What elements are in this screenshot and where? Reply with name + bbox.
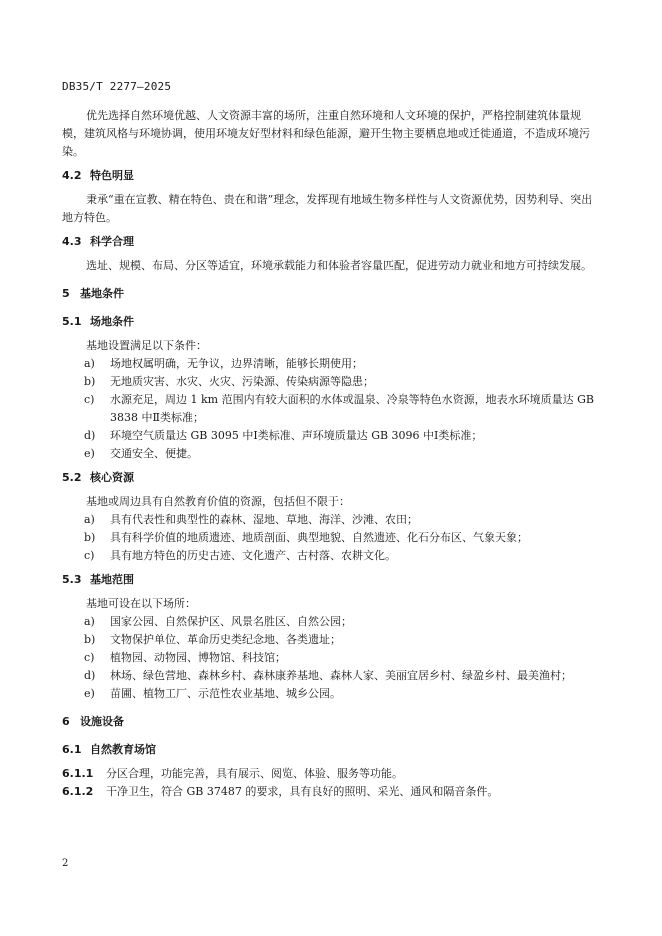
list-item-label: c): [84, 393, 95, 406]
heading-6-1: [62, 741, 602, 759]
paragraph-4-2: 秉承“重在宣教、精在特色、贵在和谐”理念，发挥现有地域生物多样性与人文资源优势，因势利导、突出地方特色。: [62, 193, 593, 224]
list-intro-5-2: 基地或周边具有自然教育价值的资源，包括但不限于：: [86, 495, 350, 508]
list-item-label: e): [84, 687, 95, 700]
list-item: [62, 511, 602, 529]
heading-title: 核心资源: [90, 471, 134, 484]
heading-6: [62, 713, 602, 731]
list-item: [62, 355, 602, 373]
heading-number: 6: [62, 715, 70, 728]
list-item-text: 场地权属明确，无争议，边界清晰，能够长期使用；: [110, 357, 363, 370]
heading-number: 5: [62, 287, 70, 300]
list-item-text: 林场、绿色营地、森林乡村、森林康养基地、森林人家、美丽宜居乡村、绿盈乡村、最美渔村；: [110, 669, 572, 682]
heading-title: 设施设备: [80, 715, 124, 728]
heading-title: 基地条件: [80, 287, 124, 300]
list-item: [62, 613, 602, 631]
list-item: [62, 445, 602, 463]
heading-title: 自然教育场馆: [90, 743, 156, 756]
list-item-text: 交通安全、便捷。: [110, 447, 198, 460]
page-content: [62, 107, 602, 801]
list-item-text: 国家公园、自然保护区、风景名胜区、自然公园；: [110, 615, 352, 628]
list-item-text: 具有科学价值的地质遗迹、地质剖面、典型地貌、自然遗迹、化石分布区、气象天象；: [110, 531, 528, 544]
list-item-label: c): [84, 549, 95, 562]
standard-code-header: DB35/T 2277—2025: [62, 80, 172, 93]
clause-6-1-2: [62, 783, 602, 801]
heading-title: 特色明显: [90, 169, 134, 182]
list-item-text: 无地质灾害、水灾、火灾、污染源、传染病源等隐患；: [110, 375, 374, 388]
list-item-text: 水源充足，周边 1 km 范围内有较大面积的水体或温泉、冷泉等特色水资源，地表水环境质量达 GB 3838 中Ⅱ类标准；: [110, 393, 594, 424]
heading-number: 5.3: [62, 573, 82, 586]
list-item-label: b): [84, 531, 96, 544]
heading-number: 4.3: [62, 235, 82, 248]
heading-title: 科学合理: [90, 235, 134, 248]
heading-number: 6.1: [62, 743, 82, 756]
list-item: [62, 649, 602, 667]
list-item-text: 植物园、动物园、博物馆、科技馆；: [110, 651, 286, 664]
list-intro-5-1: 基地设置满足以下条件：: [86, 339, 207, 352]
list-intro-5-3: 基地可设在以下场所：: [86, 597, 196, 610]
list-item: [62, 667, 602, 685]
list-item: [62, 391, 602, 427]
list-item-text: 苗圃、植物工厂、示范性农业基地、城乡公园。: [110, 687, 341, 700]
heading-number: 4.2: [62, 169, 82, 182]
heading-5-2: [62, 469, 602, 487]
list-item-label: b): [84, 375, 96, 388]
list-item-label: d): [84, 669, 96, 682]
heading-number: 5.1: [62, 315, 82, 328]
list-item: [62, 373, 602, 391]
clause-number: 6.1.1: [62, 767, 94, 780]
list-item-label: a): [84, 615, 95, 628]
list-item-label: a): [84, 513, 95, 526]
list-item-label: b): [84, 633, 96, 646]
list-item-text: 具有地方特色的历史古迹、文化遗产、古村落、农耕文化。: [110, 549, 396, 562]
list-item-text: 环境空气质量达 GB 3095 中Ⅰ类标准、声环境质量达 GB 3096 中Ⅰ类标准；: [110, 429, 483, 442]
heading-4-3: [62, 233, 602, 251]
heading-5-1: [62, 313, 602, 331]
list-item: [62, 685, 602, 703]
list-item-label: d): [84, 429, 96, 442]
list-item: [62, 427, 602, 445]
heading-5: [62, 285, 602, 303]
clause-6-1-1: [62, 765, 602, 783]
list-item-label: c): [84, 651, 95, 664]
heading-4-2: [62, 167, 602, 185]
list-item-text: 具有代表性和典型性的森林、湿地、草地、海洋、沙滩、农田；: [110, 513, 418, 526]
list-item: [62, 547, 602, 565]
page-number: 2: [62, 858, 69, 869]
clause-text: 分区合理，功能完善，具有展示、阅览、体验、服务等功能。: [106, 767, 403, 780]
clause-number: 6.1.2: [62, 785, 94, 798]
list-item-label: e): [84, 447, 95, 460]
heading-5-3: [62, 571, 602, 589]
heading-title: 基地范围: [90, 573, 134, 586]
intro-paragraph: 优先选择自然环境优越、人文资源丰富的场所，注重自然环境和人文环境的保护，严格控制建筑体量规模，建筑风格与环境协调，使用环境友好型材料和绿色能源，避开生物主要栖息地或迁徙通道，不造成环境污染。: [62, 109, 590, 158]
heading-number: 5.2: [62, 471, 82, 484]
list-item: [62, 631, 602, 649]
heading-title: 场地条件: [90, 315, 134, 328]
list-item-text: 文物保护单位、革命历史类纪念地、各类遗址；: [110, 633, 341, 646]
clause-text: 干净卫生，符合 GB 37487 的要求，具有良好的照明、采光、通风和隔音条件。: [106, 785, 499, 798]
list-item-label: a): [84, 357, 95, 370]
list-item: [62, 529, 602, 547]
paragraph-4-3: 选址、规模、布局、分区等适宜，环境承载能力和体验者容量匹配，促进劳动力就业和地方可持续发展。: [86, 259, 592, 272]
